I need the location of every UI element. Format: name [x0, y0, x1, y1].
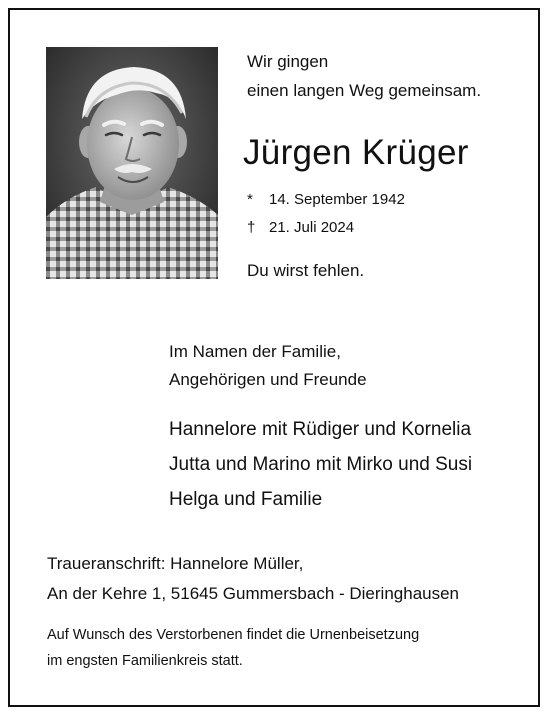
birth-date: 14. September 1942: [269, 191, 405, 208]
portrait-photo: [46, 47, 218, 279]
mourner-line: Hannelore mit Rüdiger und Kornelia: [169, 419, 472, 440]
death-date: 21. Juli 2024: [269, 219, 355, 236]
note-line-2: im engsten Familienkreis statt.: [47, 653, 243, 669]
address-line-1: Traueranschrift: Hannelore Müller,: [47, 554, 304, 573]
mourner-line: Helga und Familie: [169, 489, 323, 510]
family-intro: [169, 338, 367, 394]
deceased-name: Jürgen Krüger: [243, 133, 469, 172]
mourning-address: [47, 549, 459, 609]
death-cross-icon: †: [247, 219, 256, 236]
family-intro-line-1: Im Namen der Familie,: [169, 342, 341, 361]
quote-line-1: Wir gingen: [247, 52, 329, 71]
mourner-line: Jutta und Marino mit Mirko und Susi: [169, 454, 473, 475]
mourners-list: [169, 412, 472, 517]
address-line-2: An der Kehre 1, 51645 Gummersbach - Dieringhausen: [47, 584, 460, 603]
birth-star-icon: *: [247, 191, 253, 208]
memorial-quote: [247, 47, 481, 105]
family-intro-line-2: Angehörigen und Freunde: [169, 370, 367, 389]
farewell-text: Du wirst fehlen.: [247, 261, 365, 280]
birth-row: [247, 186, 405, 214]
death-row: [247, 214, 405, 242]
quote-line-2: einen langen Weg gemeinsam.: [247, 81, 482, 100]
life-dates: [247, 186, 405, 242]
burial-note: [47, 622, 419, 674]
note-line-1: Auf Wunsch des Verstorbenen findet die Urnenbeisetzung: [47, 627, 420, 643]
